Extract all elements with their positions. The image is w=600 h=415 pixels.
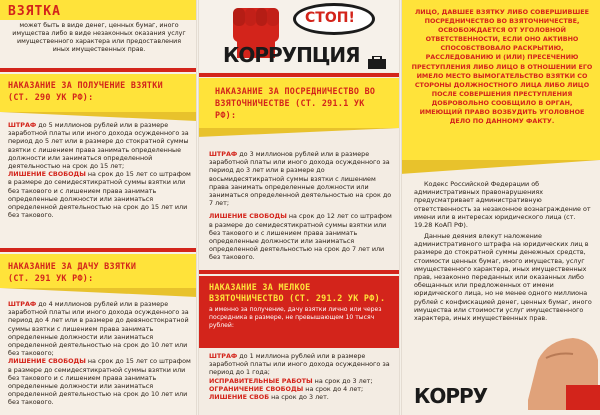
petty-restriction: ОГРАНИЧЕНИЕ СВОБОДЫ на срок до 4 лет; [209,384,364,393]
fold-line [399,0,402,415]
middle-panel [197,0,400,415]
work-label: ИСПРАВИТЕЛЬНЫЕ РАБОТЫ [209,376,313,385]
giving-prison: ЛИШЕНИЕ СВОБОДЫ на срок до 15 лет со штрафом в размере до семидесятикратной суммы взятки или без такового и с лишением права занимать определенные должности или заниматься определенной деятельностью на срок до 10 лет или без такового. [8,357,191,407]
petty-subtitle: а именно за получение, дачу взятки лично или через посредника в размере, не превышающем 10 тысяч рублей: [209,306,382,329]
giving-penalties [8,300,192,407]
giving-fine: ШТРАФ до 4 миллионов рублей или в размере заработной платы или иного дохода осужденного за период до 4 лет или в размере до девяностократной суммы взятки с лишением права занимать определенные должности или заниматься определенной деятельностью на срок до 10 лет или без такового; [8,300,189,358]
header-triangle [400,160,600,174]
petty-prison: ЛИШЕНИЕ СВОБ на срок до 3 лет. [209,393,329,402]
fine-label: ШТРАФ [8,300,37,308]
fist-icon [518,330,600,410]
divider [197,73,400,77]
right-panel [400,0,600,415]
prison-label: ЛИШЕНИЕ СВОБОДЫ [8,357,86,366]
receiving-fine: ШТРАФ до 5 миллионов рублей или в размере заработной платы или иного дохода осужденного за период до 5 лет или в размере до стократной суммы взятки с лишением права занимать определенные должности или заниматься определенной деятельностью на срок до 15 лет; [8,121,189,171]
briefcase-icon [367,56,387,70]
header-triangle [197,128,400,137]
prison-label: ЛИШЕНИЕ СВОБОДЫ [209,212,287,221]
section-title-receiving: НАКАЗАНИЕ ЗА ПОЛУЧЕНИЕ ВЗЯТКИ (СТ. 290 УК РФ): [8,80,163,102]
divider [0,248,197,252]
restriction-label: ОГРАНИЧЕНИЕ СВОБОДЫ [209,384,304,393]
corruption-logo-text: КОРРУПЦИЯ [223,43,360,67]
mediation-penalties [209,150,394,262]
mediation-fine: ШТРАФ до 3 миллионов рублей или в размере заработной платы или иного дохода осужденного за период до 3 лет или в размере до восьмидесятикратной суммы взятки с лишением права занимать определенные должности или заниматься определенной деятельностью на срок до 7 лет; [209,150,392,208]
bribe-intro: может быть в виде денег, ценных бумаг, иного имущества либо в виде незаконных оказания услуг имущественного характера или предоставления иных имущественных прав. [12,22,186,53]
fine-label: ШТРАФ [209,352,238,360]
koap-paragraph: Кодекс Российской Федерации об административных правонарушениях предусматривает административную ответственность за незаконное вознаграждение от имени или в интересах юридического лица (ст. 19.28 КоАП РФ). [414,180,591,230]
mediation-prison: ЛИШЕНИЕ СВОБОДЫ на срок до 12 лет со штрафом в размере до семидесятикратной суммы взятки или без такового и с лишением права занимать определенные должности или заниматься определенной деятельностью на срок до 7 лет или без такового. [209,212,392,262]
fine-label: ШТРАФ [209,150,238,158]
prison-label: ЛИШЕНИЕ СВОБОДЫ [8,170,86,179]
petty-fine: ШТРАФ до 1 миллиона рублей или в размере заработной платы или иного дохода осужденного за период до 1 года; [209,352,390,377]
fine-label: ШТРАФ [8,121,37,129]
left-panel [0,0,197,415]
receiving-penalties [8,121,192,219]
section-title-giving: НАКАЗАНИЕ ЗА ДАЧУ ВЗЯТКИ (СТ. 291 УК РФ): [8,261,137,283]
bribe-title: ВЗЯТКА [8,4,61,19]
petty-penalties [209,352,394,401]
exemption-text: ЛИЦО, ДАВШЕЕ ВЗЯТКУ ЛИБО СОВЕРШИВШЕЕ ПОСРЕДНИЧЕСТВО ВО ВЗЯТОЧНИЧЕСТВЕ, ОСВОБОЖДАЕТСЯ ОТ УГОЛОВНОЙ ОТВЕТСТВЕННОСТИ, ЕСЛИ ОНО АКТИВНО СПОСОБСТВОВАЛО РАСКРЫТИЮ, РАССЛЕДОВАНИЮ И (ИЛИ) ПРЕСЕЧЕНИЮ ПРЕСТУПЛЕНИЯ ЛИБО ЛИЦО В ОТНОШЕНИИ ЕГО ИМЕЛО МЕСТО ВЫМОГАТЕЛЬСТВО ВЗЯТКИ СО СТОРОНЫ ДОЛЖНОСТНОГО ЛИЦА ЛИБО ЛИЦО ПОСЛЕ СОВЕРШЕНИЯ ПРЕСТУПЛЕНИЯ ДОБРОВОЛЬНО СООБЩИЛО В ОРГАН, ИМЕЮЩИЙ ПРАВО ВОЗБУДИТЬ УГОЛОВНОЕ ДЕЛО ПО ДАННОМУ ФАКТУ. [411,8,593,126]
divider [0,68,197,72]
fine-info-paragraph: Данные деяния влекут наложение административного штрафа на юридических лиц в размере до стократной суммы денежных средств, стоимости ценных бумаг, иного имущества, услуг имущественного характера, иных имущественных прав, незаконно переданных или оказанных либо обещанных или предложенных от имени юридического лица, но не менее одного миллиона рублей с конфискацией денег, ценных бумаг, иного имущества или стоимости услуг имущественного характера, иных имущественных прав. [414,232,592,323]
petty-work: ИСПРАВИТЕЛЬНЫЕ РАБОТЫ на срок до 3 лет; [209,376,373,385]
stop-text: СТОП! [305,10,355,26]
header-triangle [0,288,197,297]
header-triangle [0,112,197,121]
fold-line [196,0,199,415]
section-title-petty: НАКАЗАНИЕ ЗА МЕЛКОЕ ВЗЯТОЧНИЧЕСТВО (СТ. 291.2 УК РФ). [209,282,386,303]
section-title-mediation: НАКАЗАНИЕ ЗА ПОСРЕДНИЧЕСТВО ВО ВЗЯТОЧНИЧЕСТВЕ (СТ. 291.1 УК РФ): [215,86,376,120]
prison-label: ЛИШЕНИЕ СВОБ [209,393,270,402]
divider [197,270,400,274]
receiving-prison: ЛИШЕНИЕ СВОБОДЫ на срок до 15 лет со штрафом в размере до семидесятикратной суммы взятки или без такового и с лишением права занимать определенные должности или заниматься определенной деятельностью на срок до 15 лет или без такового. [8,170,191,220]
corruption-logo-text: КОРРУ [414,384,488,408]
